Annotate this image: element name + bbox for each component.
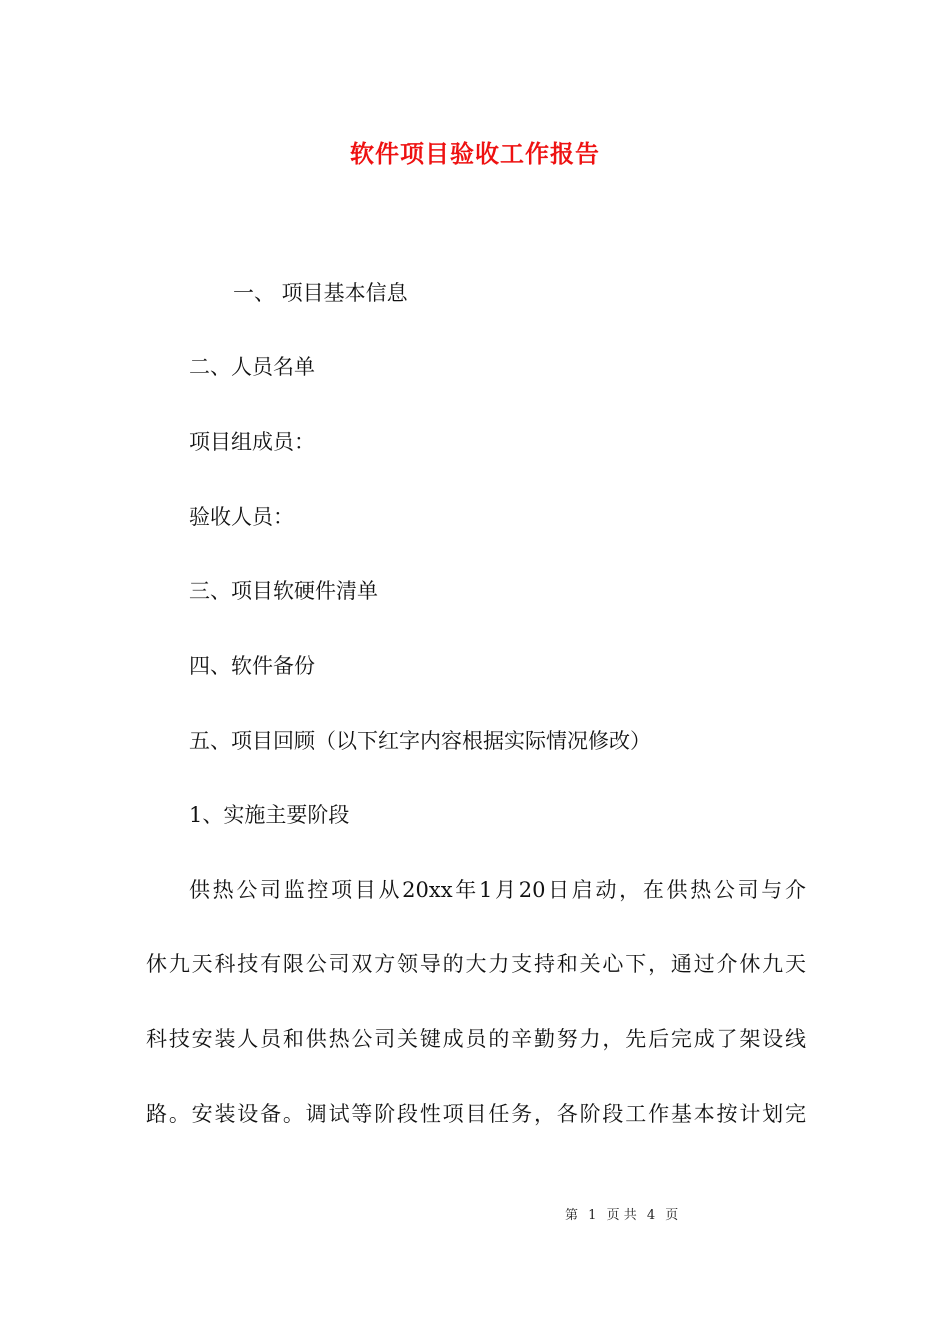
paragraph-line: 供热公司监控项目从20xx年1月20日启动，在供热公司与介 [189,878,806,902]
footer-mid: 页 共 [606,1208,637,1223]
paragraph-line: 路。安装设备。调试等阶段性项目任务，各阶段工作基本按计划完 [146,1102,806,1126]
section-heading-personnel: 二、人员名单 [189,355,315,379]
label-acceptance-staff: 验收人员： [189,505,294,529]
section-heading-backup: 四、软件备份 [189,654,315,678]
footer-total-pages: 4 [646,1208,656,1223]
subsection-heading-phases: 1、实施主要阶段 [189,803,350,827]
paragraph-line: 休九天科技有限公司双方领导的大力支持和关心下，通过介休九天 [146,952,806,976]
footer-prefix: 第 [565,1208,579,1223]
page-footer [565,1206,678,1226]
footer-current-page: 1 [588,1208,597,1223]
section-heading-hardware-software: 三、项目软硬件清单 [189,579,378,603]
paragraph-line: 科技安装人员和供热公司关键成员的辛勤努力，先后完成了架设线 [146,1027,806,1051]
label-team-members: 项目组成员： [189,430,315,454]
footer-suffix: 页 [665,1208,679,1223]
section-heading-review: 五、项目回顾（以下红字内容根据实际情况修改） [189,729,651,753]
document-title: 软件项目验收工作报告 [350,139,600,168]
section-heading-basic-info: 一、 项目基本信息 [233,281,408,305]
